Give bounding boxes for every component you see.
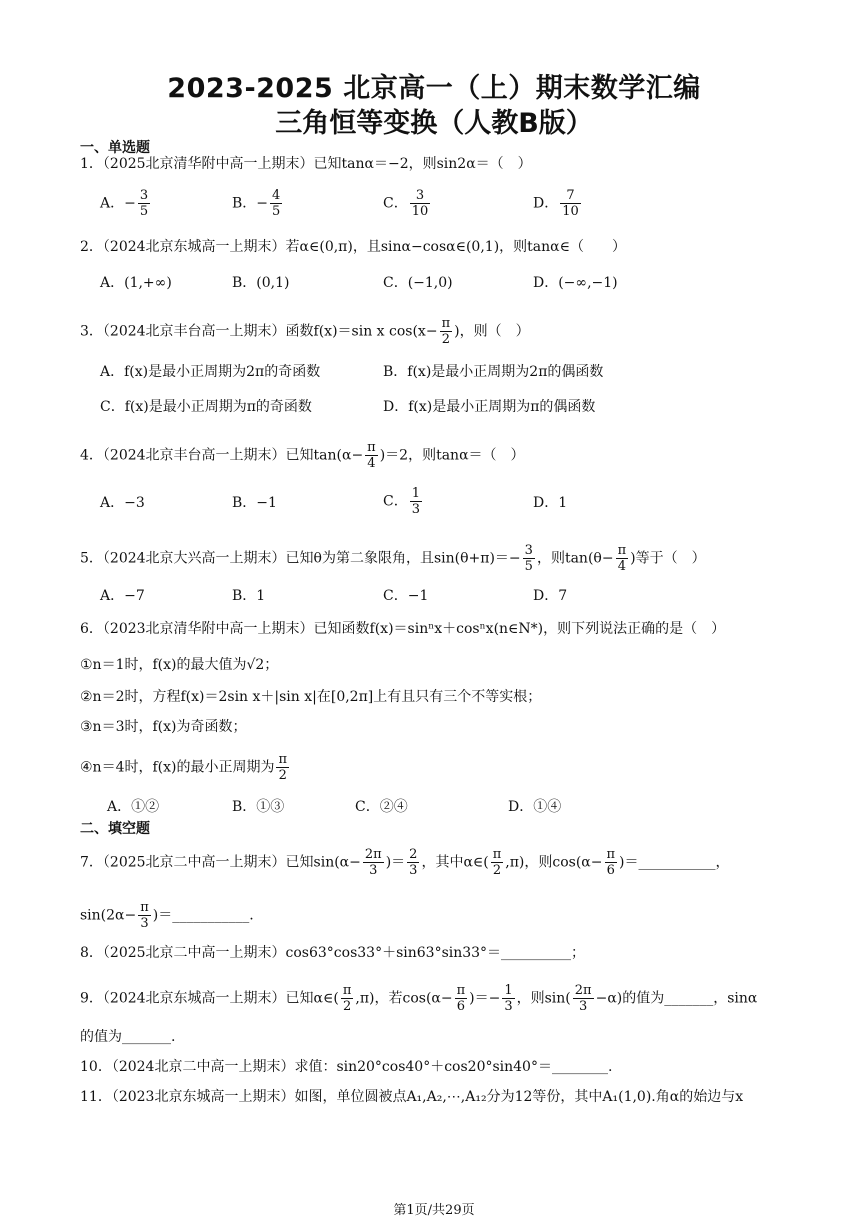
question-6: 6．（2023北京清华附中高一上期末）已知函数f(x)＝sinⁿx＋cosⁿx(n∈N*)，则下列说法正确的是（ ） — [80, 621, 726, 637]
q6-statement-4: ④n＝4时，f(x)的最小正周期为 $\frac{\pi}{2}$ — [80, 752, 288, 783]
question-5: 5．（2024北京大兴高一上期末）已知θ为第二象限角，且sin(θ+π)＝− $\frac{3}{5}$ ，则tan(θ− $\frac{\pi}{4}$ )等于（ ） — [80, 543, 706, 574]
q2-option-b: B．(0,1) — [232, 275, 290, 291]
q5-option-a: A．−7 — [100, 588, 145, 604]
question-4: 4．（2024北京丰台高一上期末）已知tan(α− $\frac{\pi}{4}$ )＝2，则tanα＝（ ） — [80, 440, 525, 471]
question-3: 3．（2024北京丰台高一上期末）函数f(x)＝sin x cos(x− $\frac{\pi}{2}$ )，则（ ） — [80, 316, 530, 347]
q6-option-d: D．①④ — [508, 799, 562, 815]
question-11: 11．（2023北京东城高一上期末）如图，单位圆被点A₁,A₂,⋯,A₁₂分为12等份，其中A₁(1,0).角α的始边与x — [80, 1089, 744, 1105]
q5-option-b: B．1 — [232, 588, 266, 604]
q4-option-b: B．−1 — [232, 495, 277, 511]
q6-statement-1: ①n＝1时，f(x)的最大值为√2； — [80, 657, 279, 673]
question-1: 1．（2025北京清华附中高一上期末）已知tanα＝−2，则sin2α＝（ ） — [80, 156, 532, 172]
q5-option-d: D．7 — [533, 588, 568, 604]
q2-option-d: D．(−∞,−1) — [533, 275, 618, 291]
q4-option-d: D．1 — [533, 495, 568, 511]
q6-option-b: B．①③ — [232, 799, 285, 815]
q6-option-a: A．①② — [107, 799, 160, 815]
q1-option-d: D． $\frac{7}{10}$ — [533, 188, 579, 219]
question-2: 2．（2024北京东城高一上期末）若α∈(0,π)，且sinα−cosα∈(0,1)，则tanα∈（ ） — [80, 239, 626, 255]
question-9-line-2: 的值为_______. — [80, 1029, 176, 1045]
q3-option-a: A．f(x)是最小正周期为2π的奇函数 — [100, 364, 321, 380]
q3-option-c: C．f(x)是最小正周期为π的奇函数 — [100, 399, 312, 415]
q1-option-a: A．− $\frac{3}{5}$ — [100, 188, 149, 219]
section-heading-single-choice: 一、单选题 — [80, 140, 150, 156]
q4-option-a: A．−3 — [100, 495, 145, 511]
section-heading-fill-in: 二、填空题 — [80, 821, 150, 837]
q3-option-d: D．f(x)是最小正周期为π的偶函数 — [383, 399, 596, 415]
q2-option-a: A．(1,+∞) — [100, 275, 172, 291]
question-9: 9．（2024北京东城高一上期末）已知α∈( $\frac{\pi}{2}$ ,π)，若cos(α− $\frac{\pi}{6}$ )＝− $\frac{1}{3}$ ，则sin( $\frac{2\pi}{3}$ −α)的值为_______，sinα — [80, 983, 758, 1014]
q1-option-c: C． $\frac{3}{10}$ — [383, 188, 429, 219]
q6-option-c: C．②④ — [355, 799, 408, 815]
q3-option-b: B．f(x)是最小正周期为2π的偶函数 — [383, 364, 604, 380]
question-8: 8．（2025北京二中高一上期末）cos63°cos33°＋sin63°sin33°＝__________； — [80, 945, 586, 961]
q4-option-c: C． $\frac{1}{3}$ — [383, 486, 420, 517]
question-10: 10．（2024北京二中高一上期末）求值：sin20°cos40°＋cos20°sin40°＝________. — [80, 1059, 613, 1075]
page-number: 第1页/共29页 — [393, 1203, 475, 1218]
q6-statement-2: ②n＝2时，方程f(x)＝2sin x＋|sin x|在[0,2π]上有且只有三个不等实根； — [80, 689, 542, 705]
q5-option-c: C．−1 — [383, 588, 429, 604]
q2-option-c: C．(−1,0) — [383, 275, 453, 291]
document-title: 2023-2025 北京高一（上）期末数学汇编 — [167, 73, 701, 104]
q1-option-b: B．− $\frac{4}{5}$ — [232, 188, 281, 219]
question-7-line-2: sin(2α− $\frac{\pi}{3}$ )＝___________. — [80, 900, 254, 931]
document-subtitle: 三角恒等变换（人教B版） — [275, 108, 593, 139]
q6-statement-3: ③n＝3时，f(x)为奇函数； — [80, 719, 247, 735]
question-7: 7．（2025北京二中高一上期末）已知sin(α− $\frac{2\pi}{3}$ )＝ $\frac{2}{3}$ ，其中α∈( $\frac{\pi}{2}$ ,π)，则cos(α− $\frac{\pi}{6}$ )＝___________， — [80, 847, 730, 878]
